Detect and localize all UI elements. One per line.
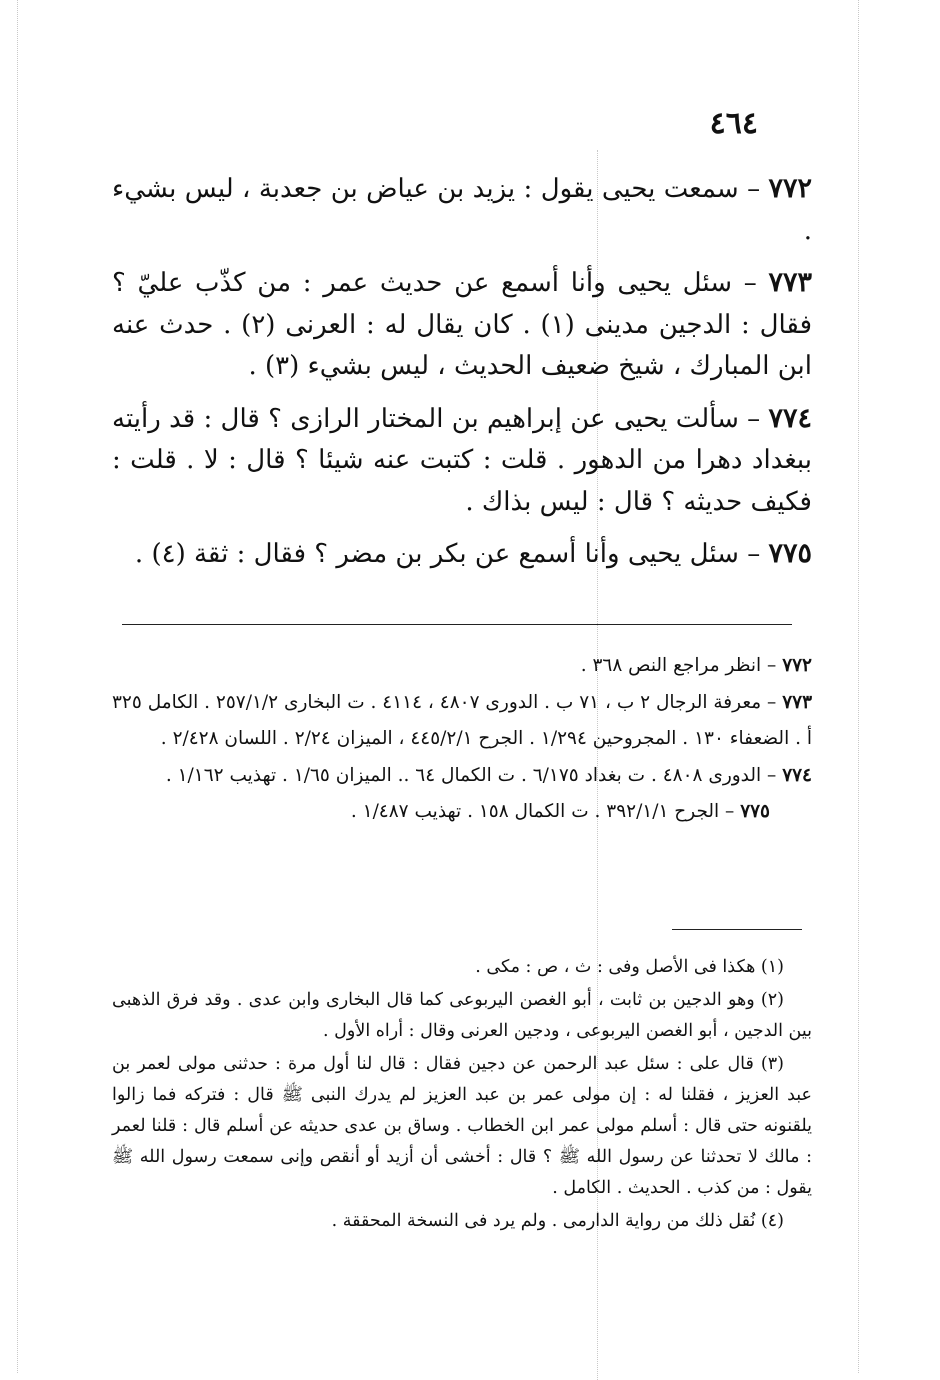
scan-margin-line	[17, 0, 18, 1373]
entry-number: ٧٧٥	[768, 538, 812, 569]
entry-775	[112, 533, 812, 576]
footnote-divider	[122, 624, 792, 625]
note-2: (٢) وهو الدجين بن ثابت ، أبو الغصن اليربوعى كما قال البخارى وابن عدى . وقد فرق الذهبى بين الدجين ، أبو الغصن اليربوعى ، ودجين العرنى وقال : أراه الأول .	[112, 990, 812, 1041]
entry-text: – سألت يحيى عن إبراهيم بن المختار الرازى ؟ قال : قد رأيته ببغداد دهرا من الدهور . قلت : كتبت عنه شيئا ؟ قال : لا . قلت : فكيف حديثه ؟ قال : ليس بذاك .	[112, 403, 812, 517]
notes-divider	[672, 929, 802, 930]
reference-774	[112, 758, 812, 795]
reference-text: – الدورى ٤٨٠٨ . ت بغداد ٦/١٧٥ . ت الكمال ٦٤ .. الميزان ١/٦٥ . تهذيب ١/١٦٢ .	[165, 764, 783, 786]
reference-number: ٧٧٣	[782, 691, 813, 713]
note-4: (٤) نُقل ذلك من رواية الدارمى . ولم يرد فى النسخة المحققة .	[331, 1211, 784, 1231]
reference-772	[112, 648, 812, 685]
notes-section	[112, 952, 812, 1239]
main-text	[112, 168, 812, 586]
reference-number: ٧٧٢	[782, 655, 812, 676]
entry-number: ٧٧٤	[768, 402, 812, 434]
entry-772	[112, 168, 812, 252]
entry-774	[112, 398, 812, 524]
note-3: (٣) قال على : سئل عبد الرحمن عن دجين فقال : قال لنا أول مرة : حدثنى مولى لعمر بن عبد العزيز ، فقلنا له : إن مولى عمر بن عبد العزيز لم يدرك النبى ﷺ قال : فتركه فما زالوا يلقنونه حتى قال : أسلم مولى عمر ابن الخطاب . وساق بن عدى حديثه عن أسلم قال : قلنا لعمر : مالك لا تحدثنا عن رسول الله ﷺ ؟ قال : أخشى أن أزيد أو أنقص وإنى سمعت رسول الله ﷺ يقول : من كذب . الحديث . الكامل .	[112, 1054, 812, 1198]
reference-number: ٧٧٤	[782, 764, 812, 786]
reference-775	[112, 794, 812, 831]
entry-number: ٧٧٢	[768, 173, 812, 204]
reference-number: ٧٧٥	[740, 801, 770, 822]
reference-text: – معرفة الرجال ٢ ب ، ٧١ ب . الدورى ٤٨٠٧ ، ٤١١٤ . ت البخارى ٢٥٧/١/٢ . الكامل ٣٢٥ أ . الضعفاء ١٣٠ . المجروحين ١/٢٩٤ . الجرح ٤٤٥/٢/١ ، الميزان ٢/٢٤ . اللسان ٢/٤٢٨ .	[112, 691, 812, 749]
references-section	[112, 648, 812, 831]
entry-number: ٧٧٣	[768, 267, 812, 298]
entry-text: – سمعت يحيى يقول : يزيد بن عياض بن جعدبة ، ليس بشيء .	[112, 174, 812, 246]
reference-773	[112, 685, 812, 758]
page-number: ٤٦٤	[709, 106, 758, 141]
entry-773	[112, 262, 812, 388]
reference-text: – الجرح ٣٩٢/١/١ . ت الكمال ١٥٨ . تهذيب ١/٤٨٧ .	[350, 801, 741, 822]
entry-text: – سئل يحيى وأنا أسمع عن حديث عمر : من كذّب عليّ ؟ فقال : الدجين مدينى (١) . كان يقال له : العرنى (٢) . حدث عنه ابن المبارك ، شيخ ضعيف الحديث ، ليس بشيء (٣) .	[112, 268, 813, 381]
scan-margin-line	[858, 0, 859, 1373]
reference-text: – انظر مراجع النص ٣٦٨ .	[580, 655, 783, 676]
entry-text: – سئل يحيى وأنا أسمع عن بكر بن مضر ؟ فقال : ثقة (٤) .	[134, 539, 769, 569]
note-1: (١) هكذا فى الأصل وفى : ث ، ص : مكى .	[475, 957, 784, 977]
